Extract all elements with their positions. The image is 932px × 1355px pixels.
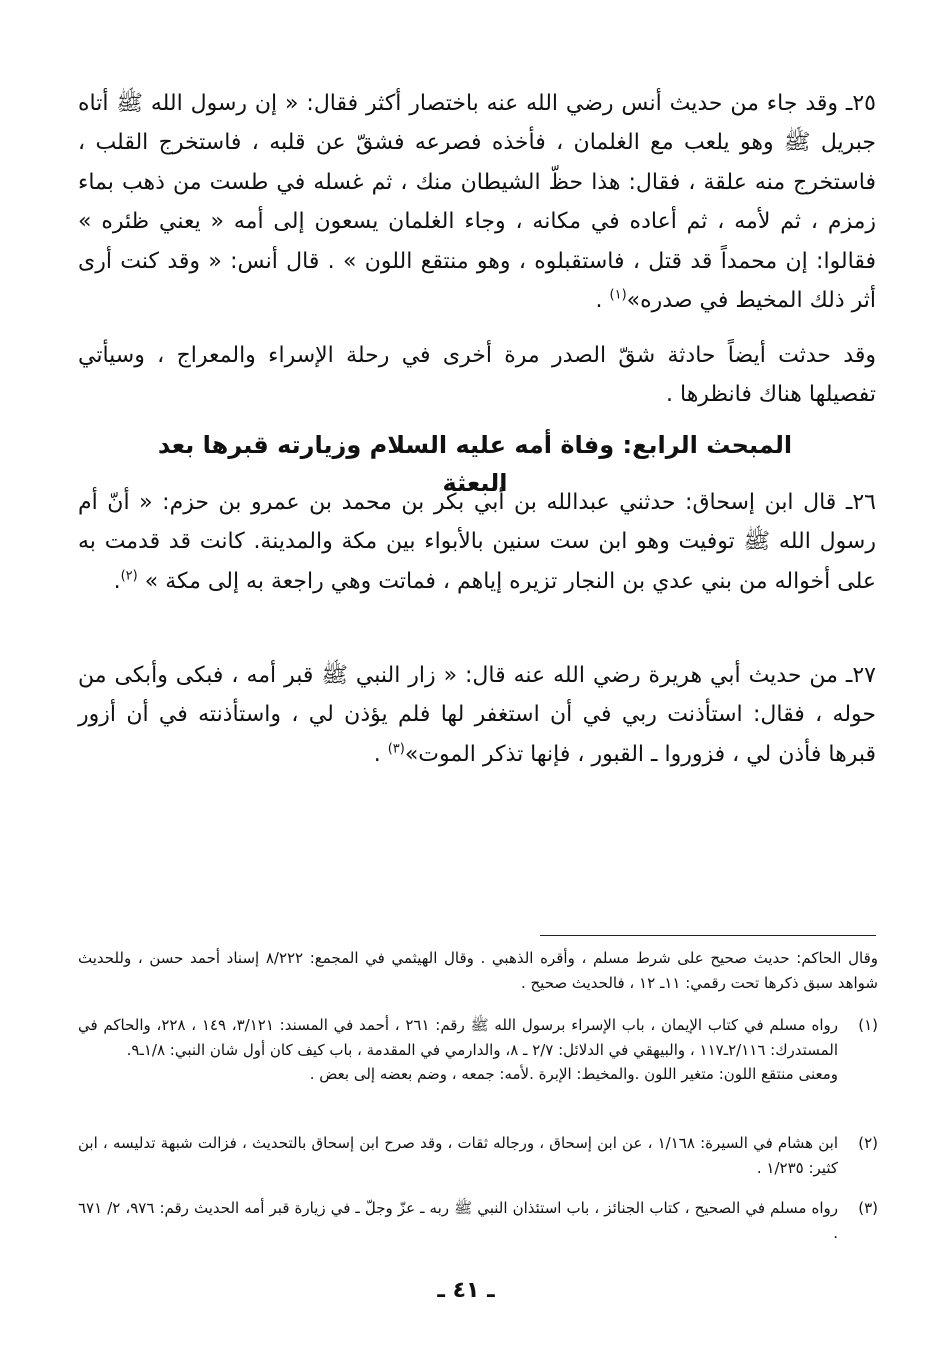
- footnote-text: ابن هشام في السيرة: ١/١٦٨ ، عن ابن إسحاق ، ورجاله ثقات ، وقد صرح ابن إسحاق بالتحديث ، فزالت شبهة تدليسه ، ابن كثير: ١/٢٣٥ .: [78, 1134, 838, 1177]
- footnote-text: رواه مسلم في كتاب الإيمان ، باب الإسراء برسول الله ﷺ رقم: ٢٦١ ، أحمد في المسند: ٣/١٢١، ١٤٩ ، ٢٢٨، والحاكم في المستدرك: ٢/١١٦ـ١١٧ ، والبيهقي في الدلائل: ٢/٧ ـ ٨، والدارمي في المقدمة ، باب كيف كان أول شان النبي: ١/٨ـ٩.: [78, 1016, 838, 1059]
- paragraph-hadith-26: [78, 483, 876, 601]
- footnote-divider: [540, 935, 876, 936]
- footnote-3: [78, 1196, 878, 1245]
- footnote-number: (٢): [858, 1134, 878, 1152]
- footnote-number: (١): [858, 1016, 878, 1034]
- footnote-continuation: [78, 946, 878, 995]
- footnote-ref-2[interactable]: (٢): [120, 568, 138, 584]
- paragraph-text: ٢٦ـ قال ابن إسحاق: حدثني عبدالله بن أبي بكر بن محمد بن عمرو بن حزم: « أنّ أم رسول الله ﷺ توفيت وهو ابن ست سنين بالأبواء بين مكة والمدينة. كانت قد قدمت به على أخواله من بني عدي بن النجار تزيره إياهم ، فماتت وهي راجعة به إلى مكة »: [78, 490, 876, 594]
- paragraph-isra-note: وقد حدثت أيضاً حادثة شقّ الصدر مرة أخرى في رحلة الإسراء والمعراج ، وسيأتي تفصيلها هناك فانظرها .: [78, 343, 876, 408]
- section-heading: المبحث الرابع: وفاة أمه عليه السلام وزيارته قبرها بعد البعثة: [157, 431, 793, 497]
- footnote-ref-3[interactable]: (٣): [387, 741, 405, 757]
- paragraph-hadith-27: [78, 656, 876, 774]
- footnote-continuation-text: وقال الحاكم: حديث صحيح على شرط مسلم ، وأقره الذهبي . وقال الهيثمي في المجمع: ٨/٢٢٢ إسناد أحمد حسن ، وللحديث شواهد سبق ذكرها تحت رقمي: ١١ـ ١٢ ، فالحديث صحيح .: [78, 949, 878, 992]
- paragraph-hadith-25: [78, 84, 876, 320]
- paragraph-text: ٢٥ـ وقد جاء من حديث أنس رضي الله عنه باختصار أكثر فقال: « إن رسول الله ﷺ أتاه جبريل ﷺ وهو يلعب مع الغلمان ، فأخذه فصرعه فشقّ عن قلبه ، فاستخرج القلب ، فاستخرج منه علقة ، فقال: هذا حظّ الشيطان منك ، ثم غسله في طست من ذهب بماء زمزم ، ثم لأمه ، ثم أعاده في مكانه ، وجاء الغلمان يسعون إلى أمه « يعني ظئره » فقالوا: إن محمداً قد قتل ، فاستقبلوه ، وهو منتقع اللون » . قال أنس: « وقد كنت أرى أثر ذلك المخيط في صدره»: [78, 91, 876, 314]
- footnote-text: رواه مسلم في الصحيح ، كتاب الجنائز ، باب استئذان النبي ﷺ ربه ـ عزّ وجلّ ـ في زيارة قبر أمه الحديث رقم: ٩٧٦، ٢/ ٦٧١ .: [78, 1199, 838, 1242]
- footnote-gloss: ومعنى منتقع اللون: متغير اللون .والمخيط: الإبرة .لأمه: جمعه ، وضم بعضه إلى بعض .: [309, 1065, 838, 1083]
- period: .: [373, 741, 381, 767]
- page-number: ـ ٤١ ـ: [437, 1278, 495, 1303]
- paragraph-text: ٢٧ـ من حديث أبي هريرة رضي الله عنه قال: « زار النبي ﷺ قبر أمه ، فبكى وأبكى من حوله ، فقال: استأذنت ربي في أن استغفر لها فلم يؤذن لي ، واستأذنته في أن أزور قبرها فأذن لي ، فزوروا ـ القبور ، فإنها تذكر الموت»: [78, 663, 876, 767]
- footnote-1: [78, 1013, 878, 1087]
- footnote-number: (٣): [858, 1199, 878, 1217]
- period: .: [595, 288, 603, 314]
- footnote-2: [78, 1131, 878, 1180]
- period: .: [113, 568, 121, 594]
- footnote-ref-1[interactable]: (١): [609, 287, 627, 303]
